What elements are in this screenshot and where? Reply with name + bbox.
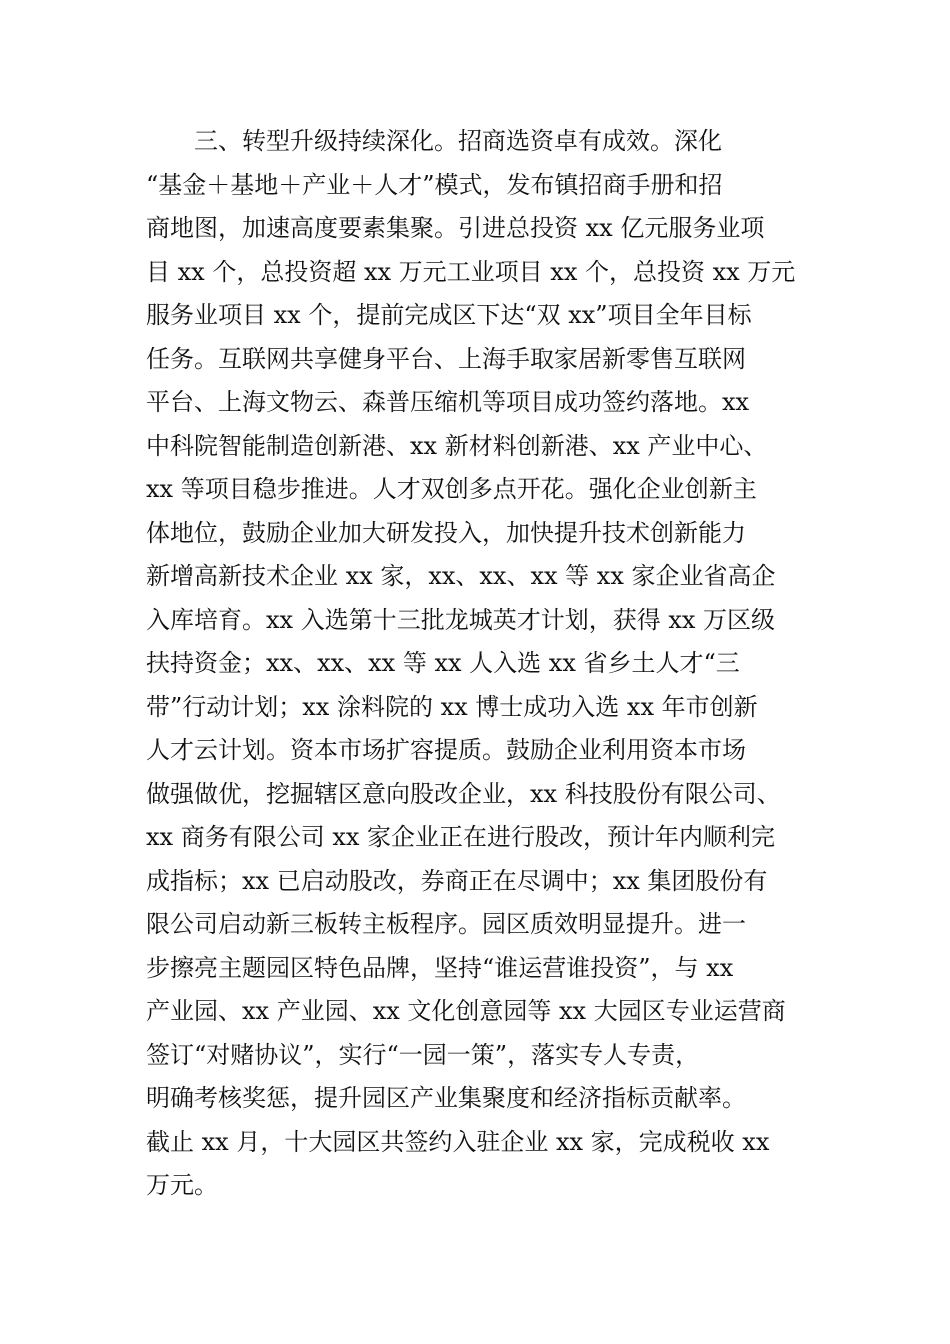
text-line: 任务。互联网共享健身平台、上海手取家居新零售互联网 — [146, 344, 746, 373]
text-line: 万元。 — [146, 1171, 218, 1199]
text-line: 步擦亮主题园区特色品牌，坚持“谁运营谁投资”，与 xx — [146, 953, 734, 982]
text-line: 平台、上海文物云、森普压缩机等项目成功签约落地。xx — [146, 388, 750, 416]
text-line: 成指标；xx 已启动股改，券商正在尽调中；xx 集团股份有 — [146, 866, 768, 895]
text-line: 体地位，鼓励企业加大研发投入，加快提升技术创新能力 — [146, 518, 746, 547]
text-line: xx 等项目稳步推进。人才双创多点开花。强化企业创新主 — [146, 475, 757, 503]
text-line: 限公司启动新三板转主板程序。园区质效明显提升。进一 — [146, 910, 746, 938]
text-line: 中科院智能制造创新港、xx 新材料创新港、xx 产业中心、 — [146, 431, 768, 460]
text-line: 入库培育。xx 入选第十三批龙城英才计划，获得 xx 万区级 — [146, 605, 776, 634]
text-line: 新增高新技术企业 xx 家，xx、xx、xx 等 xx 家企业省高企 — [146, 562, 776, 590]
text-line: 截止 xx 月，十大园区共签约入驻企业 xx 家，完成税收 xx — [146, 1127, 770, 1156]
text-line: “基金＋基地＋产业＋人才”模式，发布镇招商手册和招 — [146, 170, 723, 199]
paragraph — [146, 120, 826, 1208]
text-line: 产业园、xx 产业园、xx 文化创意园等 xx 大园区专业运营商 — [146, 997, 786, 1025]
text-line: 商地图，加速高度要素集聚。引进总投资 xx 亿元服务业项 — [146, 214, 765, 242]
text-line: 扶持资金；xx、xx、xx 等 xx 人入选 xx 省乡土人才“三 — [146, 649, 740, 677]
text-line: 人才云计划。资本市场扩容提质。鼓励企业利用资本市场 — [146, 736, 746, 764]
text-line: 目 xx 个，总投资超 xx 万元工业项目 xx 个，总投资 xx 万元 — [146, 257, 796, 286]
text-line: 带”行动计划；xx 涂料院的 xx 博士成功入选 xx 年市创新 — [146, 692, 758, 721]
text-line: 签订“对赌协议”，实行“一园一策”，落实专人专责， — [146, 1040, 700, 1069]
text-line: 做强做优，挖掘辖区意向股改企业，xx 科技股份有限公司、 — [146, 779, 781, 808]
text-line: 明确考核奖惩，提升园区产业集聚度和经济指标贡献率。 — [146, 1084, 746, 1112]
text-line: 服务业项目 xx 个，提前完成区下达“双 xx”项目全年目标 — [146, 301, 752, 329]
text-line: 三、转型升级持续深化。招商选资卓有成效。深化 — [194, 127, 722, 155]
text-line: xx 商务有限公司 xx 家企业正在进行股改，预计年内顺利完 — [146, 823, 776, 851]
